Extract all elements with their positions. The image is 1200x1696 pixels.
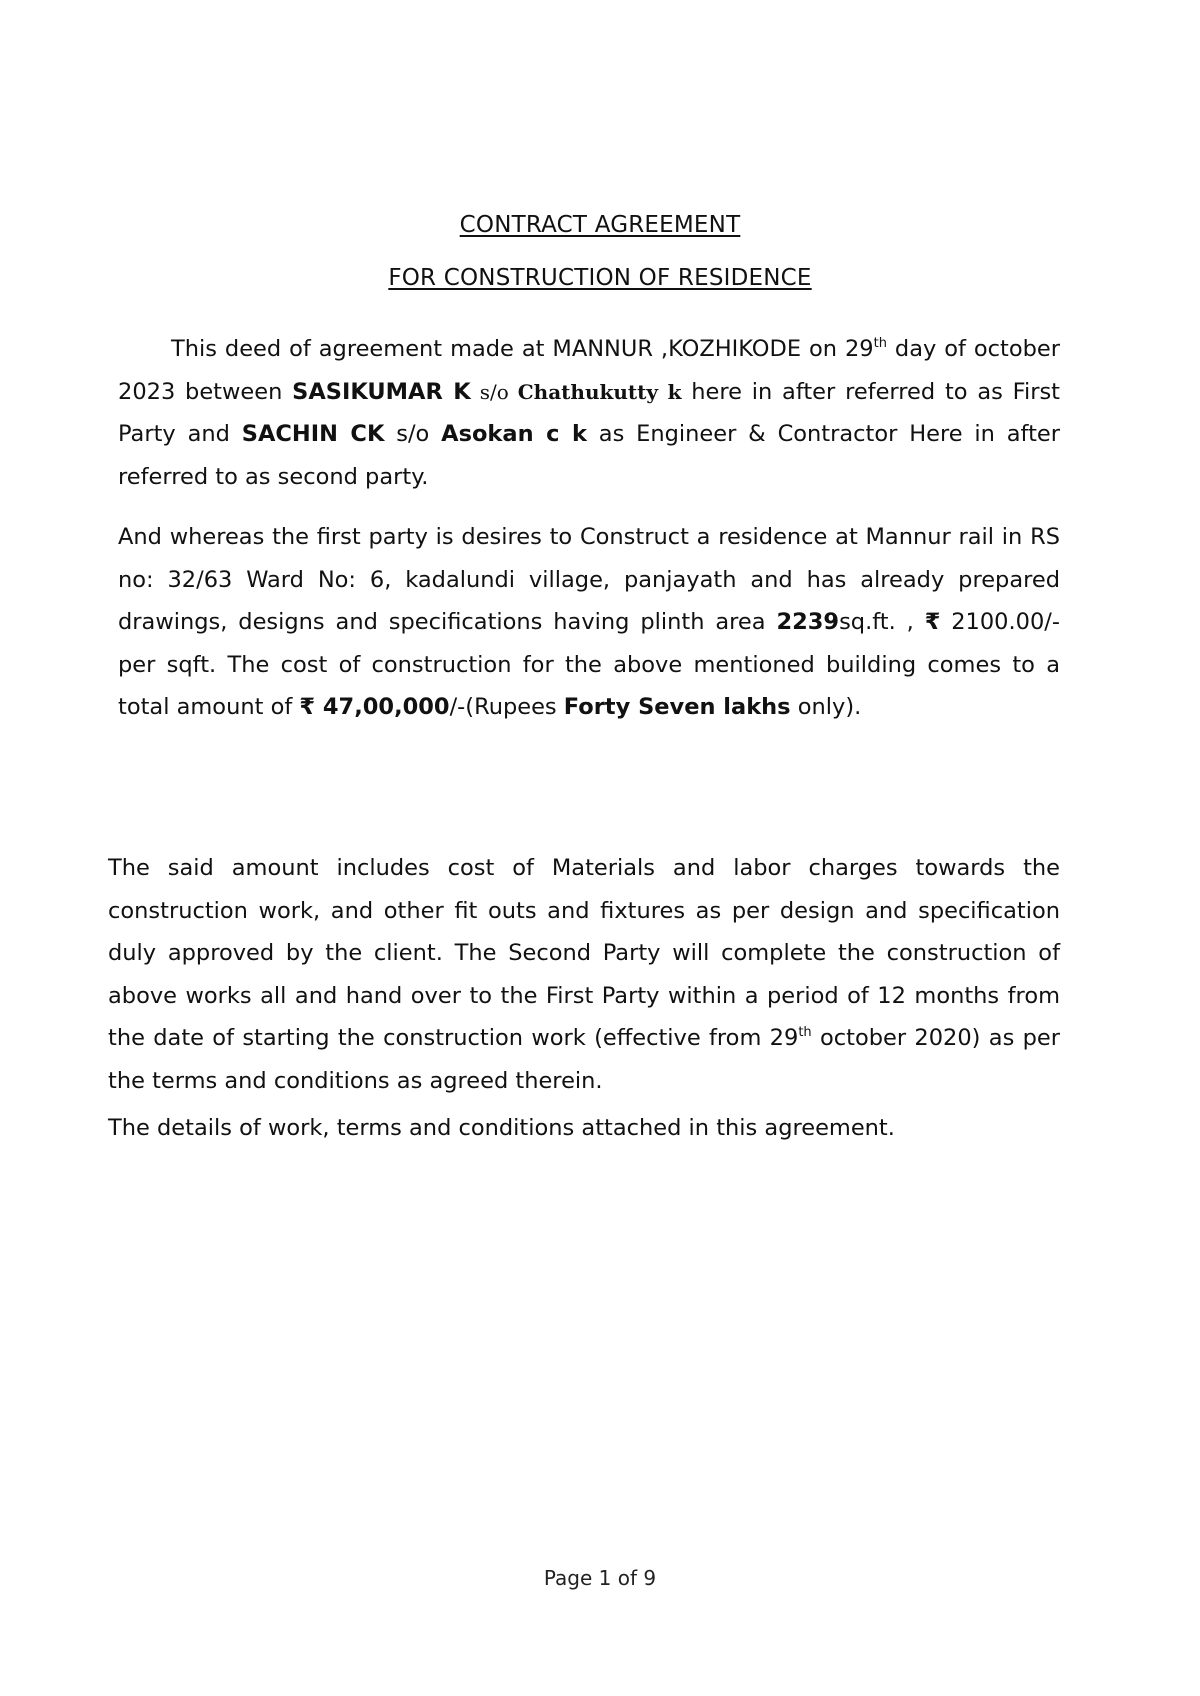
second-party-name: SACHIN CK <box>241 421 385 447</box>
para1-text-2: day of october 2023 between <box>118 336 1060 405</box>
page-label: Page <box>543 1566 599 1590</box>
first-party-father-initial: k <box>657 379 682 404</box>
second-party-father: Asokan c k <box>441 421 587 447</box>
para2-text-5: only). <box>790 694 862 720</box>
page-number-footer <box>0 1566 1200 1590</box>
page-total: 9 <box>643 1566 657 1590</box>
para3-text-1: The said amount includes cost of Materials and labor charges towards the construction work, and other fit outs and fixtures as per design and specification duly approved by the client. The Second Party will complete the construction of above works all and hand over to the First Party within a period of 12 months from the date of starting the construction work (effective from 29 <box>108 855 1060 1051</box>
paragraph-project-details <box>118 516 1060 729</box>
para1-text-1: This deed of agreement made at MANNUR ,KOZHIKODE on 29 <box>171 336 874 362</box>
paragraph-details-note <box>108 1107 1060 1150</box>
paragraph-parties <box>118 328 1060 498</box>
paragraph-scope <box>108 847 1060 1102</box>
para4-text: The details of work, terms and conditions attached in this agreement. <box>108 1115 895 1141</box>
rupee-symbol: ₹ <box>924 609 941 635</box>
document-subtitle: FOR CONSTRUCTION OF RESIDENCE <box>388 265 812 291</box>
para2-text-1: And whereas the first party is desires to Construct a residence at Mannur rail in RS no: 32/63 Ward No: 6, kadalundi village, panjayath and has already prepared drawings, designs and specifications having plinth area <box>118 524 1060 635</box>
para2-text-3: 2100.00/- per sqft. The cost of construction for the above mentioned building comes to a total amount of <box>118 609 1060 720</box>
amount-in-words: Forty Seven lakhs <box>563 694 791 720</box>
first-party-name: SASIKUMAR K <box>292 378 471 405</box>
page-current: 1 <box>598 1566 612 1590</box>
ordinal-suffix: th <box>798 1025 812 1040</box>
document-title: CONTRACT AGREEMENT <box>459 212 741 238</box>
para2-text-2: sq.ft. , <box>839 609 925 635</box>
para1-text-3: s/o <box>470 379 518 404</box>
para3-text-2: october 2020) as per the terms and conditions as agreed therein. <box>108 1025 1060 1094</box>
para1-text-7: as Engineer & Contractor Here in after referred to as second party. <box>118 421 1060 490</box>
para1-text-6: s/o <box>384 421 442 447</box>
para1-text-5: here in after referred to as First Party and <box>118 378 1060 447</box>
first-party-father: Chathukutty <box>517 379 658 404</box>
para2-text-4: /-(Rupees <box>449 694 564 720</box>
total-amount: ₹ 47,00,000 <box>299 694 450 720</box>
of-label: of <box>611 1566 644 1590</box>
ordinal-suffix: th <box>873 336 887 351</box>
plinth-area-value: 2239 <box>776 609 840 635</box>
